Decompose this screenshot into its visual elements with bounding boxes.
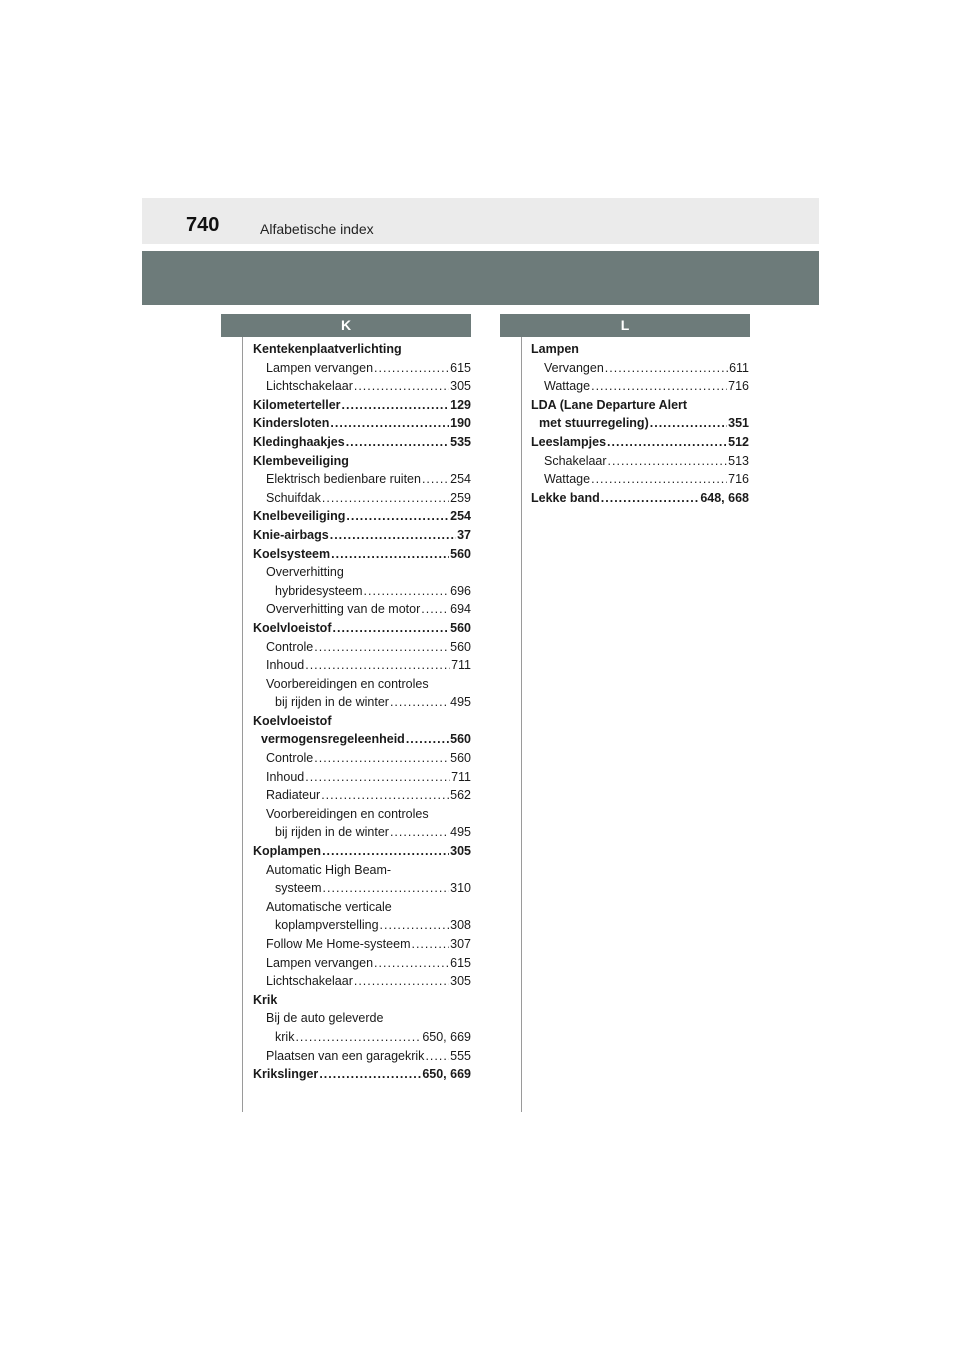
index-entry-text: Lampen <box>531 342 579 356</box>
index-entry <box>531 470 749 489</box>
index-entry <box>253 619 471 638</box>
index-entry-text: Oververhitting van de motor <box>266 602 421 617</box>
index-entry-page: 535 <box>450 434 471 449</box>
index-entry <box>253 786 471 805</box>
index-entry-text: Controle <box>266 751 314 766</box>
index-entry-page: 648, 668 <box>700 490 749 505</box>
index-entry <box>253 842 471 861</box>
index-entry-text: Lichtschakelaar <box>266 379 353 394</box>
index-entry <box>253 935 471 954</box>
dot-leader <box>295 1028 421 1047</box>
dot-leader <box>421 600 449 619</box>
letter-heading-l: L <box>500 314 750 337</box>
index-entry <box>253 656 471 675</box>
dot-leader <box>330 414 449 433</box>
index-entry-text: Kilometerteller <box>253 397 341 412</box>
index-entry-page: 711 <box>451 769 471 784</box>
index-entry-page: 513 <box>728 453 749 468</box>
index-entry <box>253 1028 471 1047</box>
dot-leader <box>425 1047 449 1066</box>
index-entry-text: Voorbereidingen en controles <box>266 676 429 691</box>
index-entry <box>253 396 471 415</box>
index-entry-text: Leeslampjes <box>531 434 607 449</box>
dot-leader <box>374 359 449 378</box>
index-entry <box>253 916 471 935</box>
page-title: Alfabetische index <box>260 221 374 237</box>
index-entry-text: Wattage <box>544 472 591 487</box>
index-entry-text: Bij de auto geleverde <box>266 1011 384 1026</box>
index-entry-text: Kledinghaakjes <box>253 434 345 449</box>
index-entry <box>253 563 471 582</box>
index-entry-text: systeem <box>275 881 322 896</box>
dot-leader <box>607 433 727 452</box>
index-entry-text: met stuurregeling) <box>539 416 649 431</box>
index-entry <box>253 433 471 452</box>
index-entry-page: 254 <box>450 509 471 524</box>
dot-leader <box>342 396 450 415</box>
index-entry-text: Krikslinger <box>253 1067 319 1082</box>
dot-leader <box>605 359 728 378</box>
dot-leader <box>305 768 450 787</box>
index-entry <box>531 340 749 359</box>
index-entry-page: 307 <box>450 937 471 951</box>
dot-leader <box>390 693 449 712</box>
index-entry <box>531 377 749 396</box>
index-entry <box>531 489 749 508</box>
dot-leader <box>331 545 449 564</box>
index-entry-page: 190 <box>450 416 471 431</box>
index-entry <box>253 507 471 526</box>
index-entry-text: Kindersloten <box>253 416 330 431</box>
index-entry <box>253 452 471 471</box>
dot-leader <box>314 749 449 768</box>
index-entry-page: 351 <box>728 416 749 431</box>
index-entry-text: Automatische verticale <box>266 899 392 914</box>
index-entry-text: Inhoud <box>266 658 305 673</box>
dot-leader <box>333 619 450 638</box>
dot-leader <box>305 656 450 675</box>
index-entry-text: Vervangen <box>544 360 604 375</box>
index-entry <box>253 526 471 545</box>
dot-leader <box>346 433 449 452</box>
index-entry <box>253 582 471 601</box>
column-divider-k <box>242 337 243 1112</box>
index-entry-text: Lichtschakelaar <box>266 974 353 989</box>
dot-leader <box>422 470 449 489</box>
index-entry-page: 711 <box>451 658 471 673</box>
index-entry-page: 305 <box>450 844 471 859</box>
index-entry-text: hybridesysteem <box>275 583 363 598</box>
index-entry-text: Koelvloeistof <box>253 713 332 728</box>
index-entry-page: 650, 669 <box>422 1067 471 1082</box>
dot-leader <box>390 823 449 842</box>
dot-leader <box>354 972 449 991</box>
dot-leader <box>650 414 727 433</box>
dot-leader <box>374 954 449 973</box>
index-entry-page: 696 <box>450 583 471 598</box>
index-entry <box>253 749 471 768</box>
index-entry-text: Elektrisch bedienbare ruiten <box>266 472 421 487</box>
index-entry <box>253 879 471 898</box>
index-entry <box>253 545 471 564</box>
index-entry <box>253 600 471 619</box>
header-band <box>142 251 819 305</box>
dot-leader <box>354 377 449 396</box>
index-entry-text: Krik <box>253 992 278 1007</box>
index-entry-text: Knie-airbags <box>253 527 329 542</box>
index-entry-text: Lampen vervangen <box>266 955 374 970</box>
index-entry-text: koplampverstelling <box>275 918 379 933</box>
index-entry-page: 560 <box>450 639 471 654</box>
index-entry <box>253 638 471 657</box>
index-entry <box>253 470 471 489</box>
dot-leader <box>591 377 727 396</box>
index-entry <box>253 712 471 731</box>
index-entry-page: 495 <box>450 695 471 710</box>
dot-leader <box>406 730 449 749</box>
dot-leader <box>314 638 449 657</box>
index-column-k <box>253 340 471 1084</box>
index-entry-page: 305 <box>450 974 471 989</box>
index-entry-page: 716 <box>728 472 749 487</box>
index-entry <box>253 991 471 1010</box>
page-number: 740 <box>186 214 220 236</box>
dot-leader <box>591 470 727 489</box>
index-entry-page: 129 <box>450 397 471 412</box>
index-entry <box>253 489 471 508</box>
index-entry <box>253 377 471 396</box>
index-entry <box>253 823 471 842</box>
letter-heading-k: K <box>221 314 471 337</box>
index-entry-page: 694 <box>450 602 471 617</box>
index-entry-page: 259 <box>450 490 471 505</box>
index-entry <box>253 861 471 880</box>
index-entry <box>253 898 471 917</box>
index-entry-text: Wattage <box>544 379 591 394</box>
index-entry <box>531 452 749 471</box>
index-column-l <box>531 340 749 507</box>
index-entry-text: Inhoud <box>266 769 305 784</box>
index-entry <box>253 414 471 433</box>
index-entry <box>531 433 749 452</box>
index-entry-text: Knelbeveiliging <box>253 509 346 524</box>
index-entry-page: 650, 669 <box>422 1029 471 1044</box>
index-entry <box>253 1047 471 1066</box>
index-entry-page: 562 <box>450 788 471 803</box>
index-entry-page: 555 <box>450 1048 471 1063</box>
index-entry-text: bij rijden in de winter <box>275 825 389 840</box>
index-entry-text: Koelsysteem <box>253 546 331 561</box>
index-entry-text: Schakelaar <box>544 453 607 468</box>
index-entry <box>531 414 749 433</box>
index-entry-page: 254 <box>450 472 471 487</box>
index-entry-page: 560 <box>450 620 471 635</box>
index-entry-page: 310 <box>450 881 471 896</box>
index-entry-text: Schuifdak <box>266 490 321 505</box>
index-entry-page: 611 <box>729 360 749 375</box>
index-entry-page: 560 <box>450 546 471 561</box>
index-entry <box>253 954 471 973</box>
index-entry-text: Controle <box>266 639 314 654</box>
index-entry-text: Koelvloeistof <box>253 620 332 635</box>
index-entry <box>253 693 471 712</box>
index-entry <box>531 359 749 378</box>
index-entry-text: Klembeveiliging <box>253 453 349 468</box>
index-entry-page: 716 <box>728 379 749 394</box>
index-entry-text: Lekke band <box>531 490 600 505</box>
index-entry <box>253 675 471 694</box>
index-entry <box>253 730 471 749</box>
index-entry-page: 615 <box>450 955 471 970</box>
index-entry-page: 37 <box>457 527 471 542</box>
dot-leader <box>322 489 449 508</box>
index-entry <box>253 1009 471 1028</box>
index-entry-page: 308 <box>450 918 471 933</box>
index-entry-text: Kentekenplaatverlichting <box>253 342 402 356</box>
dot-leader <box>608 452 728 471</box>
dot-leader <box>321 786 449 805</box>
index-entry <box>253 359 471 378</box>
header-strip <box>142 198 819 244</box>
index-entry-text: Voorbereidingen en controles <box>266 806 429 821</box>
index-entry-text: Koplampen <box>253 844 322 859</box>
dot-leader <box>346 507 449 526</box>
dot-leader <box>601 489 700 508</box>
dot-leader <box>330 526 456 545</box>
index-entry-page: 615 <box>450 360 471 375</box>
dot-leader <box>364 582 450 601</box>
index-entry-text: Oververhitting <box>266 565 344 580</box>
index-entry-text: krik <box>275 1029 295 1044</box>
index-entry-page: 495 <box>450 825 471 840</box>
index-entry-text: Automatic High Beam- <box>266 862 392 877</box>
index-entry-text: LDA (Lane Departure Alert <box>531 397 688 412</box>
index-entry-text: Plaatsen van een garagekrik <box>266 1048 425 1063</box>
index-entry-page: 512 <box>728 434 749 449</box>
index-entry <box>253 768 471 787</box>
index-entry <box>531 396 749 415</box>
dot-leader <box>319 1065 421 1084</box>
dot-leader <box>380 916 450 935</box>
index-entry <box>253 1065 471 1084</box>
index-entry-page: 560 <box>450 732 471 747</box>
index-entry-text: Radiateur <box>266 788 321 803</box>
index-entry <box>253 805 471 824</box>
column-divider-l <box>521 337 522 1112</box>
index-entry-text: bij rijden in de winter <box>275 695 389 710</box>
index-entry <box>253 340 471 359</box>
dot-leader <box>411 935 449 954</box>
index-entry-page: 560 <box>450 751 471 766</box>
index-entry-text: vermogensregeleenheid <box>261 732 405 747</box>
dot-leader <box>322 842 449 861</box>
index-entry-text: Follow Me Home-systeem <box>266 937 411 951</box>
dot-leader <box>323 879 450 898</box>
index-entry-text: Lampen vervangen <box>266 360 374 375</box>
index-entry <box>253 972 471 991</box>
index-entry-page: 305 <box>450 379 471 394</box>
